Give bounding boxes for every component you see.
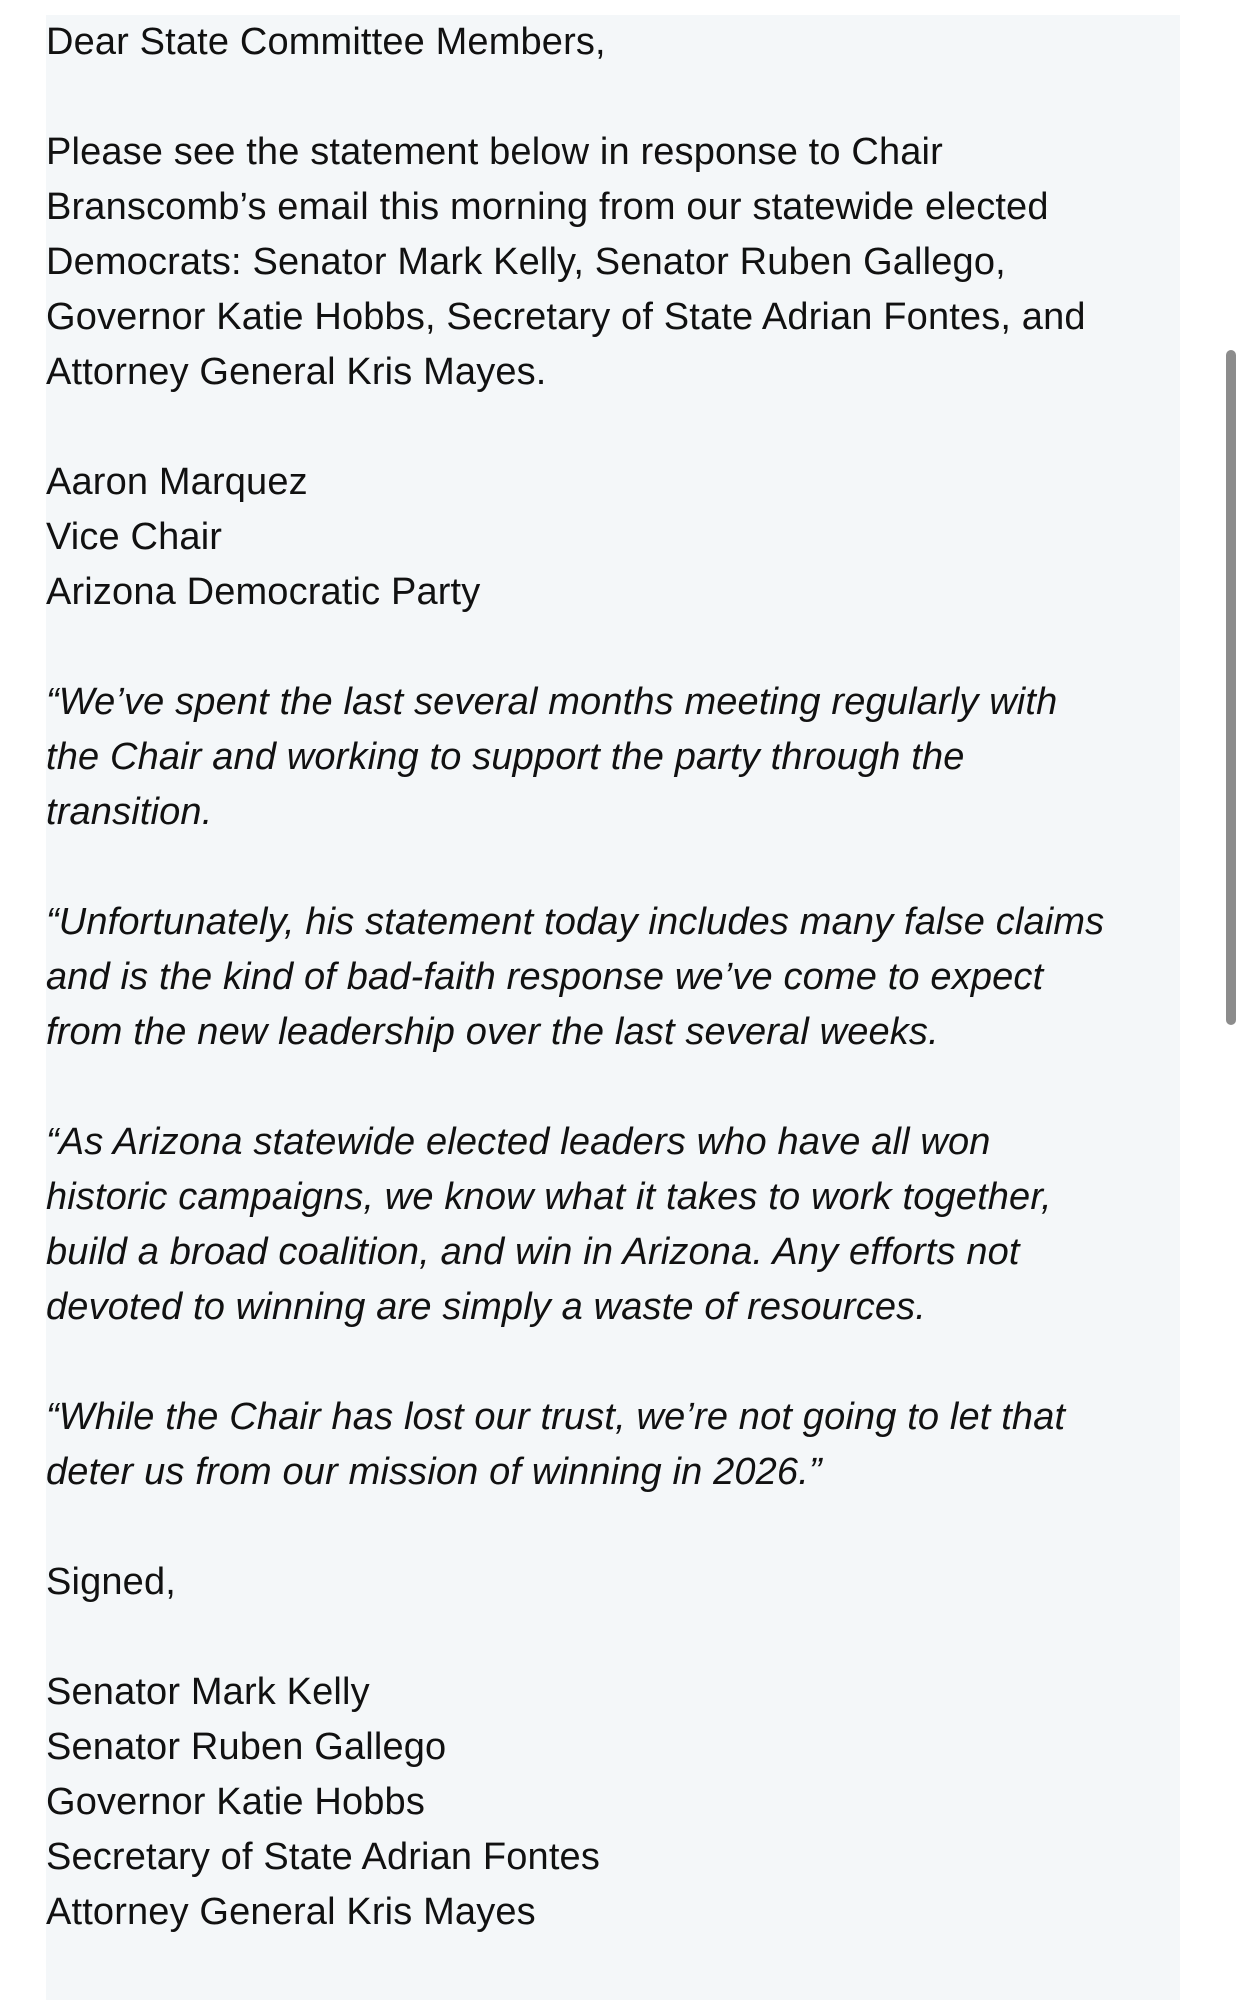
statement-paragraph-3 <box>46 1115 1180 1335</box>
statement-line: “As Arizona statewide elected leaders who have all won <box>46 1121 991 1163</box>
scrollbar-thumb[interactable] <box>1226 350 1236 1025</box>
statement-paragraph-1 <box>46 675 1180 840</box>
closing: Signed, <box>46 1561 176 1603</box>
signatory: Governor Katie Hobbs <box>46 1781 425 1823</box>
statement-line: historic campaigns, we know what it takes to work together, <box>46 1176 1052 1218</box>
signatory: Senator Mark Kelly <box>46 1671 370 1713</box>
signatory: Senator Ruben Gallego <box>46 1726 447 1768</box>
statement-line: “We’ve spent the last several months meeting regularly with <box>46 681 1058 723</box>
statement-paragraph-4 <box>46 1390 1180 1500</box>
statement-paragraph-2 <box>46 895 1180 1060</box>
statement-line: the Chair and working to support the party through the <box>46 736 965 778</box>
email-body <box>46 15 1180 2000</box>
statement-line: and is the kind of bad-faith response we’ve come to expect <box>46 956 1044 998</box>
statement-line: deter us from our mission of winning in 2026.” <box>46 1451 822 1493</box>
statement-line: devoted to winning are simply a waste of resources. <box>46 1286 926 1328</box>
email-message <box>46 15 1180 1940</box>
signatory: Attorney General Kris Mayes <box>46 1891 536 1933</box>
statement-line: build a broad coalition, and win in Arizona. Any efforts not <box>46 1231 1020 1273</box>
intro-line: Please see the statement below in response to Chair <box>46 131 943 173</box>
sender-name: Aaron Marquez <box>46 461 308 503</box>
statement-line: from the new leadership over the last several weeks. <box>46 1011 939 1053</box>
signatory: Secretary of State Adrian Fontes <box>46 1836 600 1878</box>
signatory-list <box>46 1665 1180 1940</box>
statement-line: “While the Chair has lost our trust, we’re not going to let that <box>46 1396 1066 1438</box>
sender-signature <box>46 455 1180 620</box>
intro-line: Democrats: Senator Mark Kelly, Senator Ruben Gallego, <box>46 241 1006 283</box>
intro-line: Attorney General Kris Mayes. <box>46 351 547 393</box>
sender-title: Vice Chair <box>46 516 223 558</box>
intro-line: Branscomb’s email this morning from our statewide elected <box>46 186 1049 228</box>
statement-line: “Unfortunately, his statement today includes many false claims <box>46 901 1105 943</box>
salutation: Dear State Committee Members, <box>46 21 606 63</box>
sender-organization: Arizona Democratic Party <box>46 571 481 613</box>
intro-line: Governor Katie Hobbs, Secretary of State Adrian Fontes, and <box>46 296 1086 338</box>
vertical-scrollbar[interactable] <box>1224 350 1238 1030</box>
intro-paragraph <box>46 125 1180 400</box>
statement-line: transition. <box>46 791 213 833</box>
